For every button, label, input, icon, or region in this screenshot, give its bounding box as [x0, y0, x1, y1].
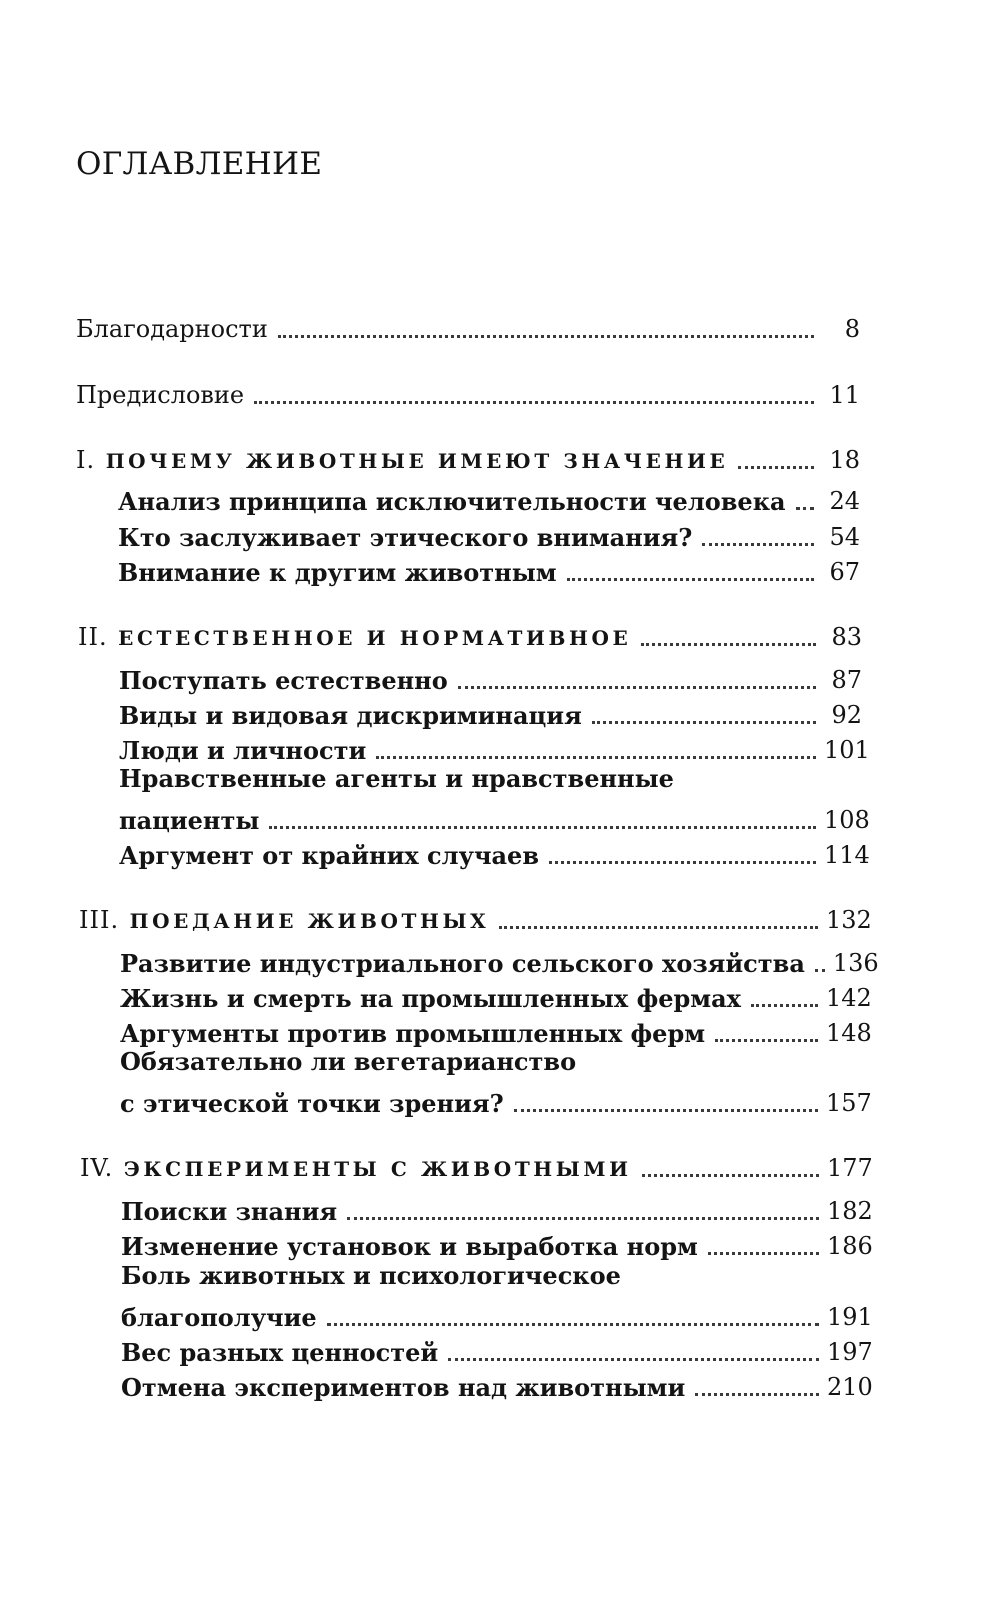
- toc-page-number: 197: [827, 1338, 873, 1367]
- chapter-numeral: I.: [76, 446, 96, 475]
- toc-page-number: 11: [829, 381, 860, 410]
- section-title-line1: Обязательно ли вегетарианство: [120, 1047, 577, 1076]
- toc-page-number: 24: [829, 487, 860, 516]
- chapter-title: [78, 624, 631, 652]
- dot-leader: [592, 721, 816, 724]
- page-title: ОГЛАВЛЕНИЕ: [76, 146, 323, 182]
- toc-section[interactable]: [121, 1327, 873, 1368]
- toc-section[interactable]: [119, 830, 870, 871]
- dot-leader: [514, 1109, 818, 1112]
- chapter-title-text: ПОЕДАНИЕ ЖИВОТНЫХ: [129, 909, 490, 934]
- dot-leader: [796, 507, 814, 510]
- section-title: Отмена экспериментов над животными: [121, 1373, 686, 1403]
- toc-page-number: 148: [826, 1019, 872, 1048]
- toc-section[interactable]: [121, 1362, 873, 1403]
- dot-leader: [751, 1004, 818, 1007]
- toc-section[interactable]: [121, 1221, 873, 1262]
- toc-page-number: 191: [827, 1303, 873, 1332]
- section-title: Изменение установок и выработка норм: [121, 1232, 698, 1262]
- section-title: Аргументы против промышленных ферм: [120, 1019, 706, 1049]
- dot-leader: [549, 861, 816, 864]
- section-title: Поиски знания: [121, 1197, 338, 1227]
- dot-leader: [448, 1358, 819, 1361]
- dot-leader: [499, 926, 818, 929]
- toc-page-number: 54: [829, 523, 860, 552]
- toc-section[interactable]: [121, 1292, 873, 1333]
- section-title: Люди и личности: [119, 736, 367, 766]
- toc-chapter-1[interactable]: [76, 435, 860, 475]
- section-title: Внимание к другим животным: [118, 558, 557, 588]
- chapter-numeral: II.: [78, 623, 108, 652]
- toc-page-number: 182: [827, 1197, 873, 1226]
- dot-leader: [642, 1174, 819, 1177]
- dot-leader: [567, 578, 814, 581]
- toc-page-number: 186: [827, 1232, 873, 1261]
- toc-section[interactable]: [118, 512, 860, 552]
- section-title: пациенты: [119, 806, 260, 836]
- toc-page-number: 18: [829, 446, 860, 475]
- section-title-line1: Боль животных и психологическое: [121, 1261, 621, 1290]
- dot-leader: [347, 1217, 819, 1220]
- dot-leader: [278, 335, 814, 338]
- dot-leader: [376, 756, 816, 759]
- dot-leader: [458, 686, 816, 689]
- toc-page-number: 101: [824, 736, 870, 765]
- chapter-numeral: III.: [79, 906, 120, 935]
- toc-page-number: 114: [824, 841, 870, 870]
- dot-leader: [695, 1393, 819, 1396]
- toc-section[interactable]: [119, 655, 862, 695]
- section-title: Анализ принципа исключительности человека: [118, 487, 786, 517]
- toc-page-number: 108: [824, 806, 870, 835]
- toc-entry-title: Предисловие: [76, 381, 245, 410]
- chapter-title: [79, 907, 489, 935]
- chapter-title-text: ЭКСПЕРИМЕНТЫ С ЖИВОТНЫМИ: [123, 1157, 632, 1182]
- section-title: Аргумент от крайних случаев: [119, 841, 539, 871]
- chapter-title: [80, 1155, 632, 1183]
- dot-leader: [702, 543, 814, 546]
- toc-section[interactable]: [121, 1186, 873, 1227]
- section-title-line1: Нравственные агенты и нравственные: [119, 764, 674, 793]
- chapter-title: [76, 447, 728, 475]
- toc-chapter-3[interactable]: [79, 895, 872, 935]
- section-title: с этической точки зрения?: [120, 1089, 504, 1119]
- toc-page-number: 142: [826, 984, 872, 1013]
- section-title: благополучие: [121, 1303, 317, 1333]
- dot-leader: [327, 1323, 819, 1326]
- section-title: Виды и видовая дискриминация: [119, 701, 582, 731]
- dot-leader: [738, 466, 814, 469]
- toc-section[interactable]: [120, 938, 879, 979]
- toc-section[interactable]: [119, 725, 870, 766]
- toc-section[interactable]: [120, 1078, 872, 1119]
- chapter-numeral: IV.: [80, 1154, 114, 1183]
- dot-leader: [641, 643, 816, 646]
- toc-entry-acknowledgements[interactable]: [76, 304, 860, 344]
- section-title: Поступать естественно: [119, 666, 448, 696]
- toc-section[interactable]: [119, 795, 870, 836]
- toc-page-number: 157: [826, 1089, 872, 1118]
- toc-page-number: 67: [829, 558, 860, 587]
- toc-section[interactable]: [118, 476, 860, 516]
- dot-leader: [269, 826, 816, 829]
- toc-page-number: 87: [831, 666, 862, 695]
- section-title: Жизнь и смерть на промышленных фермах: [120, 984, 741, 1014]
- toc-page-number: 83: [831, 623, 862, 652]
- chapter-title-text: ЕСТЕСТВЕННОЕ И НОРМАТИВНОЕ: [118, 626, 632, 651]
- dot-leader: [254, 401, 814, 404]
- toc-page-number: 132: [826, 906, 872, 935]
- toc-page-number: 210: [827, 1373, 873, 1402]
- dot-leader: [708, 1252, 819, 1255]
- toc-section[interactable]: [118, 547, 860, 587]
- section-title: Развитие индустриального сельского хозяйства: [120, 949, 805, 979]
- section-title: Кто заслуживает этического внимания?: [118, 523, 693, 553]
- toc-chapter-4[interactable]: [80, 1143, 873, 1183]
- toc-section[interactable]: [120, 973, 872, 1014]
- toc-entry-preface[interactable]: [76, 370, 860, 410]
- dot-leader: [815, 969, 825, 972]
- toc-page-number: 177: [827, 1154, 873, 1183]
- toc-section[interactable]: [119, 690, 862, 730]
- toc-page-number: 136: [832, 949, 879, 978]
- chapter-title-text: ПОЧЕМУ ЖИВОТНЫЕ ИМЕЮТ ЗНАЧЕНИЕ: [105, 449, 729, 474]
- toc-entry-title: Благодарности: [76, 315, 268, 344]
- toc-section[interactable]: [120, 1008, 872, 1049]
- toc-page-number: 92: [831, 701, 862, 730]
- dot-leader: [715, 1039, 818, 1042]
- section-title: Вес разных ценностей: [121, 1338, 439, 1368]
- toc-page-number: 8: [844, 315, 860, 344]
- toc-chapter-2[interactable]: [78, 612, 862, 652]
